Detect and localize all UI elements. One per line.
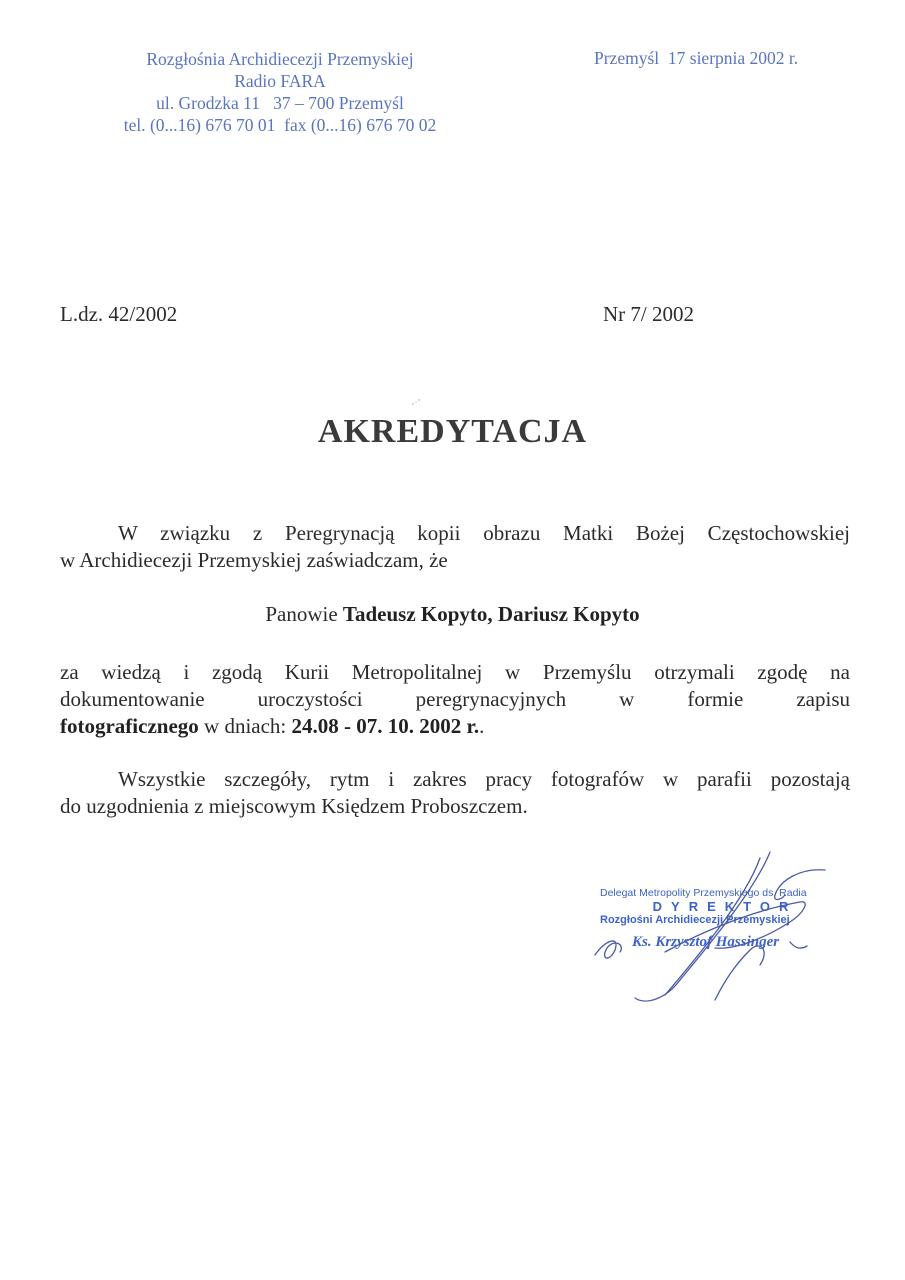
stamp-line-director: DYREKTOR <box>652 899 798 914</box>
paragraph-intro-line-1: W związku z Peregrynacją kopii obrazu Matki Bożej Częstochowskiej <box>118 521 850 545</box>
paragraph-intro <box>60 520 850 574</box>
paragraph-consent <box>60 659 850 740</box>
recipients-prefix: Panowie <box>265 602 343 626</box>
stamp-line-name: Ks. Krzysztof Hassinger <box>632 934 780 950</box>
recipients-line <box>0 601 905 628</box>
letterhead <box>90 48 470 136</box>
paragraph-intro-line-2: w Archidiecezji Przemyskiej zaświadczam, że <box>60 548 448 572</box>
place-date: Przemyśl 17 sierpnia 2002 r. <box>594 48 799 68</box>
reference-ldz: L.dz. 42/2002 <box>60 302 178 326</box>
letterhead-org-name: Rozgłośnia Archidiecezji Przemyskiej <box>146 49 414 69</box>
paragraph-details <box>60 766 850 820</box>
reference-nr: Nr 7/ 2002 <box>603 302 694 326</box>
stamp-line-radio: Rozgłośni Archidiecezji Przemyskiej <box>600 914 790 926</box>
paragraph-details-line-1: Wszystkie szczegóły, rytm i zakres pracy fotografów w parafii pozostają <box>118 767 850 791</box>
consent-date-range: 24.08 - 07. 10. 2002 r. <box>291 714 480 738</box>
scan-speck-mark <box>410 397 422 407</box>
handwritten-signature <box>585 840 845 1010</box>
stamp-line-delegate: Delegat Metropolity Przemyskiego ds. Radia <box>600 887 807 899</box>
document-title: AKREDYTACJA <box>317 413 588 450</box>
letterhead-radio-name: Radio FARA <box>234 71 326 91</box>
paragraph-consent-line-3 <box>60 713 850 740</box>
paragraph-consent-line-2: dokumentowanie uroczystości peregrynacyjnych w formie zapisu <box>60 687 850 711</box>
letterhead-phone-fax: tel. (0...16) 676 70 01 fax (0...16) 676 70 02 <box>123 115 437 135</box>
recipients-names: Tadeusz Kopyto, Dariusz Kopyto <box>342 602 640 626</box>
paragraph-details-line-2: do uzgodnienia z miejscowym Księdzem Proboszczem. <box>60 794 528 818</box>
letterhead-address: ul. Grodzka 11 37 – 700 Przemyśl <box>156 93 404 113</box>
consent-type: fotograficznego <box>60 714 199 738</box>
consent-end-period: . <box>479 714 485 738</box>
consent-dates-label: w dniach: <box>198 714 292 738</box>
paragraph-consent-line-1: za wiedzą i zgodą Kurii Metropolitalnej w Przemyślu otrzymali zgodę na <box>60 660 850 684</box>
